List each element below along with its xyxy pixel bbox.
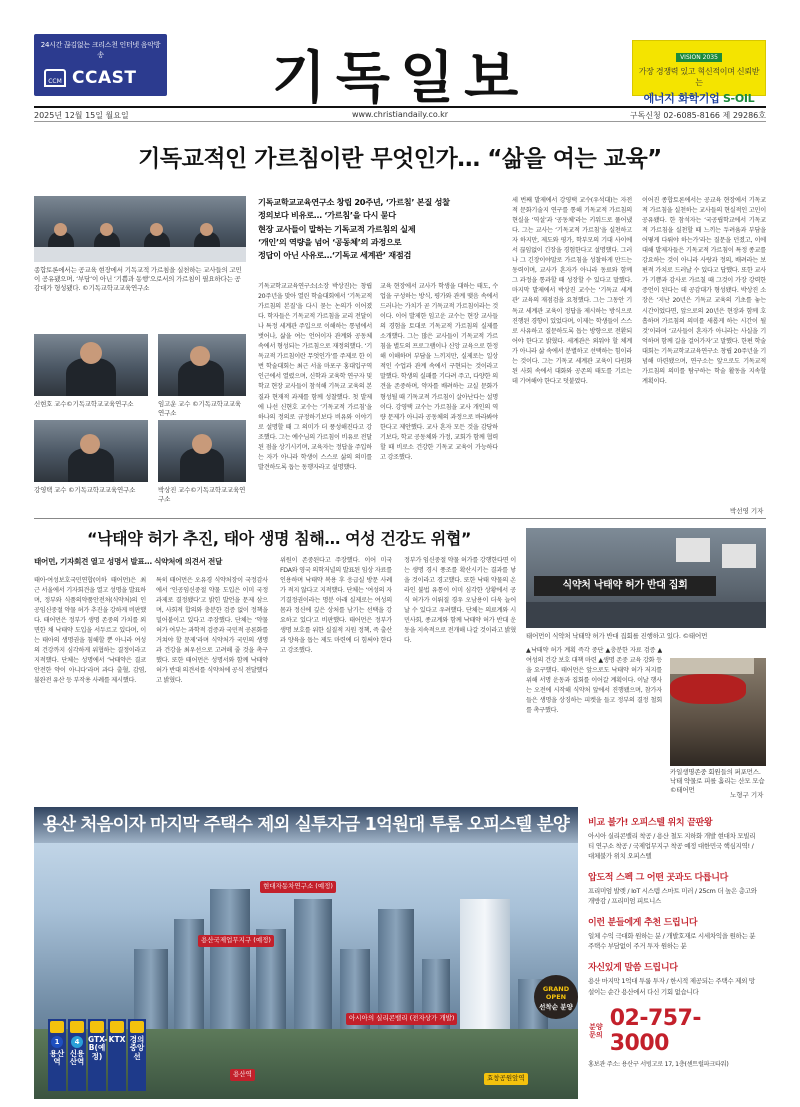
article1-headline[interactable]: 기독교적인 가르침이란 무엇인가… “삶을 여는 교육” bbox=[138, 146, 662, 172]
grand-open-badge bbox=[534, 975, 578, 1019]
lim-caption: 임고운 교수 ©기독교학교교육연구소 bbox=[158, 400, 241, 417]
grand-open-sub: 선착순 분양 bbox=[539, 1002, 573, 1011]
article2-column-3: 위원이 존중된다고 주장했다. 이어 미국 FDA와 영국 의학저널의 발표된 임상 자료를 인용하며 낙태약 복용 후 응급실 방문 사례가 적지 않다고 지적했다. 단체는 ‘여성의 자기결정권이라는 명분 아래 실제로는 여성의 몸과 정신에 깊은 상처를 남기는 선택을 강요하고 있다’고 비판했다. 태어먼은 정부가 생명 보호를 위한 실질적 지원 정책, 즉 출산과 양육을 돕는 제도 마련에 더 힘써야 한다고 강조했다. bbox=[280, 557, 392, 655]
park-caption: 박상진 교수©기독교학교교육연구소 bbox=[158, 486, 246, 503]
section-divider bbox=[34, 518, 766, 519]
article1-main-photo bbox=[34, 196, 246, 262]
officetel-ad[interactable] bbox=[34, 807, 766, 1099]
protest-banner: 식약처 낙태약 허가 반대 집회 bbox=[534, 576, 716, 596]
train-icon bbox=[70, 1021, 84, 1033]
article2-column-2: 특히 태어먼은 오유경 식약처장이 국정감사에서 ‘인공임신중절 약물 도입은 이미 국정과제로 결정됐다’고 밝힌 발언을 문제 삼으며, 사회적 합의와 충분한 검증 없이 정책을 밀어붙이고 있다고 주장했다. 단체는 ‘약물 허가 여부는 과학적 검증과 국민적 공론화를 거쳐야 할 문제’라며 식약처가 국민의 생명과 건강을 최우선으로 고려해 줄 것을 촉구했다. 또한 태어먼은 성명서와 함께 낙태약 허가 반대 의견서를 식약처에 공식 전달했다고 밝혔다. bbox=[156, 577, 268, 685]
shin-caption: 신현호 교수©기독교학교교육연구소 bbox=[34, 400, 134, 408]
newspaper-title: 기독일보 bbox=[271, 46, 529, 111]
soil-logo-text: S-OIL bbox=[722, 92, 755, 105]
showroom-address: 홍보관 주소: 용산구 서빙고로 17, 1층(센트럴파크타워) bbox=[588, 1060, 729, 1068]
grand-open-text: GRAND OPEN bbox=[542, 985, 570, 1001]
tag-hyochang: 효창공원앞역 bbox=[484, 1073, 528, 1085]
phone-label: 분양 문의 bbox=[589, 1022, 603, 1039]
website-url[interactable]: www.christiandaily.co.kr bbox=[351, 110, 449, 119]
kang-photo bbox=[34, 420, 148, 482]
transit-line: KTX bbox=[108, 1019, 126, 1091]
transit-line: 4 신용산역 bbox=[68, 1019, 86, 1091]
panel-heading: 압도적 스펙 그 어떤 곳과도 다릅니다 bbox=[588, 873, 729, 884]
article2-subhead: 태어먼, 기자회견 열고 성명서 발표… 식약처에 의견서 전달 bbox=[34, 557, 223, 566]
performance-caption: 카일생명존중 회원들의 퍼포먼스. 낙태 약물로 피를 흘리는 산모 모습 ©태어먼 bbox=[670, 768, 765, 794]
subscription-info: 구독신청 02-6085-8166 제 29286호 bbox=[629, 111, 766, 120]
transit-line: 1 용산역 bbox=[48, 1019, 66, 1091]
park-photo bbox=[158, 420, 246, 482]
article1-column-2: 교육 현장에서 교사가 학생을 대하는 태도, 수업을 구성하는 방식, 평가와 관계 맺음 속에서 드러나는 가치가 곧 기독교적 가르침이라는 것이다. 이어 발제한 임고운 교수는 현장 교사들의 경험을 토대로 기독교적 가르침의 실제를 소개했다. 그는 많은 교사들이 기독교적 가르침을 별도의 프로그램이나 신앙 교육으로 한정해 이해하며 부담을 느끼지만, 실제로는 일상적인 수업과 관계 속에서 구현되는 것이라고 말했다. 학생의 실패를 기다려 주고, 다양한 의견을 존중하며, 약자를 배려하는 교실 문화가 형성될 때 기독교적 가르침이 살아난다는 설명이다. 강영택 교수는 가르침을 교사 개인의 역량 문제가 아니라 공동체의 과정으로 바라봐야 한다고 제안했다. 교사 혼자 모든 것을 감당하기보다, 학교 공동체와 가정, 교회가 함께 협력할 때 비로소 건강한 기독교 교육이 가능하다고 강조했다. bbox=[380, 283, 498, 461]
lim-photo bbox=[158, 334, 246, 396]
transit-line: GTX-B(예정) bbox=[88, 1019, 106, 1091]
transit-line: 경의중앙선 bbox=[128, 1019, 146, 1091]
panel-heading: 비교 불가! 오피스텔 위치 끝판왕 bbox=[588, 818, 713, 828]
ccast-logo bbox=[40, 68, 161, 88]
issue-date: 2025년 12월 15일 월요일 bbox=[34, 111, 129, 120]
article2-headline[interactable]: “낙태약 허가 추진, 태아 생명 침해… 여성 건강도 위협” bbox=[87, 529, 471, 548]
panel-text: 용산 마지막 1억대 투룸 투자 / 한시적 제공되는 주택수 제외 망설이는 순간 용산에서 다신 기회 없습니다 bbox=[588, 977, 755, 996]
ccast-ad[interactable] bbox=[34, 34, 167, 96]
panel-text: 프리미엄 발렛 / IoT 시스템 스마트 미러 / 25cm 더 높은 층고와 개방감 / 프리미엄 피트니스 bbox=[588, 887, 757, 906]
vision-badge: VISION 2035 bbox=[676, 53, 722, 62]
train-icon bbox=[50, 1021, 64, 1033]
phone-row[interactable] bbox=[588, 1006, 758, 1056]
subhead: ‘개인’의 역량을 넘어 ‘공동체’의 과정으로 bbox=[258, 236, 402, 247]
article1-subheads bbox=[258, 196, 506, 262]
article2-byline: 노형구 기자 bbox=[730, 791, 764, 799]
ad-city-image bbox=[34, 807, 578, 1099]
phone-number[interactable]: 02-757-3000 bbox=[609, 1005, 702, 1056]
train-icon bbox=[130, 1021, 144, 1033]
panel-heading: 이런 분들에게 추천 드립니다 bbox=[588, 918, 698, 929]
article1-column-4: 이어진 종합토론에서는 공교육 현장에서 기독교적 가르침을 실천하는 교사들의 현실적인 고민이 공유됐다. 한 참석자는 ‘국공립학교에서 기독교적 가르침을 실천할 때 느끼는 두려움과 부담을 어떻게 다뤄야 하는가’라는 질문을 던졌고, 이에 대해 발제자들은 기독교적 가르침이 특정 종교를 강요하는 것이 아니라 사랑과 정의, 배려라는 보편적 가치로 드러날 수 있다고 답했다. 또한 교사가 기쁨과 감사로 가르칠 때 그것이 가장 강력한 증언이 된다는 데 공감대가 형성됐다. 박상진 소장은 ‘지난 20년은 기독교 교육의 기초를 놓는 시간이었다면, 앞으로의 20년은 현장과 함께 호흡하며 가르침의 의미를 새롭게 하는 시간이 될 것’이라며 ‘교사들이 혼자가 아니라는 사실을 기억하며 함께 길을 걸어가자’고 말했다. 한편 학술대회는 기독교학교교육연구소 창립 20주년을 기념해 마련됐으며, 연구소는 앞으로도 기독교적 가르침의 의미를 탐구하는 학술 활동을 지속할 계획이다. bbox=[642, 197, 766, 385]
masthead-divider bbox=[34, 121, 766, 122]
soil-ad-line1: 가장 경쟁력 있고 혁신적이며 신뢰받는 bbox=[638, 67, 760, 87]
subhead: 정답이 아닌 사유로…‘기독교 세계관’ 재점검 bbox=[258, 250, 412, 261]
transit-lines bbox=[48, 1019, 146, 1091]
subhead: 정의보다 비유로… ‘가르침’을 다시 묻다 bbox=[258, 210, 396, 221]
article1-main-caption: 종합토론에서는 공교육 현장에서 기독교적 가르침을 실천하는 교사들의 고민이 공유됐으며, ‘부담’이 아닌 ‘기쁨과 동행’으로서의 가르침이 필요하다는 공감대가 형성됐다. ©기독교학교교육연구소 bbox=[34, 266, 242, 292]
panel-text: 일체 수익 극대화 원하는 분 / 개발호재로 시세차익을 원하는 분 주택수 부담없이 주거 투자 원하는 분 bbox=[588, 932, 756, 951]
dateline bbox=[34, 106, 766, 120]
article1-byline: 박선영 기자 bbox=[730, 507, 764, 515]
protest-photo bbox=[526, 528, 766, 628]
panel-heading: 자신있게 말씀 드립니다 bbox=[588, 963, 678, 974]
tag-yongsan-station: 용산역 bbox=[230, 1069, 255, 1081]
tag-silicon-valley: 아시아의 실리콘밸리 (전자상가 개발) bbox=[346, 1013, 457, 1025]
article1-column-3: 세 번째 발제에서 강영택 교수(우석대)는 자전적 문화기술지 연구를 통해 기독교적 가르침의 현실을 ‘역설’과 ‘공동체’라는 키워드로 풀어냈다. 그는 교사는 ‘기독교적 가르침’을 실천하고자 하지만, 제도와 평가, 학부모의 기대 사이에서 끊임없이 긴장을 경험한다고 설명했다. 그러나 그 긴장이야말로 가르침을 성찰하게 만드는 동력이며, 교사가 혼자가 아니라 동료와 함께 그 과정을 통과할 때 성장할 수 있다고 말했다. 마지막 발제에서 박상진 교수는 ‘기독교 세계관’ 교육의 재점검을 요청했다. 그는 그동안 기독교 세계관 교육이 정답을 제시하는 방식으로 진행된 경향이 있었다며, 이제는 학생들이 스스로 사유하고 질문하도록 돕는 방향으로 전환되어야 한다고 밝혔다. 세계관은 외워야 할 체계가 아니라 삶 속에서 분별하고 선택하는 힘이라는 것이다. 그는 기독교 세계관 교육이 다원화된 사회 속에서 대화와 공존의 태도를 기르는 데 기여해야 한다고 덧붙였다. bbox=[512, 197, 632, 385]
tag-hyundai: 현대자동차연구소 (예정) bbox=[260, 881, 336, 893]
ad-headline: 용산 처음이자 마지막 주택수 제외 실투자금 1억원대 투룸 오피스텔 분양 bbox=[34, 807, 578, 843]
article2-column-1: 태아·여성보호국민연합(이하 태어먼)은 최근 서울에서 기자회견을 열고 성명을 발표하며, 정부와 식품의약품안전처(식약처)의 인공임신중절 약물 허가 추진을 강하게 비판했다. 태어먼은 정부가 생명 존중의 가치를 외면한 채 낙태약 도입을 서두르고 있다며, 이는 태아의 생명권을 침해할 뿐 아니라 여성의 건강까지 심각하게 위협하는 결정이라고 지적했다. 단체는 성명에서 ‘낙태약은 결코 안전한 약이 아니다’라며 과다 출혈, 감염, 불완전 유산 등 부작용 사례를 제시했다. bbox=[34, 577, 146, 685]
kang-caption: 강영택 교수 ©기독교학교교육연구소 bbox=[34, 486, 136, 494]
subhead: 현장 교사들이 말하는 기독교적 가르침의 실제 bbox=[258, 223, 416, 234]
train-icon bbox=[90, 1021, 104, 1033]
ccm-logo-icon: CCM bbox=[44, 69, 66, 87]
ccast-tagline: 24시간 끊김없는 크리스천 인터넷 음악방송 bbox=[40, 41, 161, 59]
ad-info-panel bbox=[578, 807, 766, 1099]
soil-ad[interactable] bbox=[632, 40, 766, 105]
soil-ad-slogan: 에너지 화학기업 bbox=[643, 92, 720, 105]
tag-international: 용산국제업무지구 (예정) bbox=[198, 935, 274, 947]
masthead bbox=[0, 0, 800, 111]
soil-ad-line2 bbox=[637, 90, 761, 106]
shin-photo bbox=[34, 334, 148, 396]
panel-text: 아시아 실리콘밸리 착공 / 용산 철도 지하화 개발 현대차 모빌리티 연구소 착공 / 국제업무지구 착공 예정 대한민국 핵심지역! / 대체불가 위치 오피스텔 bbox=[588, 832, 756, 861]
performance-photo bbox=[670, 658, 766, 766]
article1-column-1: 기독교학교교육연구소(소장 박상진)는 창립 20주년을 맞아 열린 학술대회에서 ‘기독교적 가르침의 본질’을 다시 묻는 논의가 이어졌다. 학자들은 기독교적 가르침을 교리 전달이나 특정 세계관 주입으로 이해하는 통념에서 벗어나, 삶을 여는 언어이자 관계와 공동체 속에서 형성되는 가르침으로 재정의했다. ‘기독교적 가르침이란 무엇인가’를 주제로 한 이번 학술대회는 최근 서울 마포구 홍대입구역 인근에서 열렸으며, 신학과 교육학 연구자 및 학교 현장 교사들이 참석해 기독교 교육의 본질과 현재적 과제를 함께 성찰했다. 첫 발제에 나선 신현호 교수는 ‘기독교적 가르침’을 하나의 정의로 규정하기보다 비유와 이야기로 설명할 때 그 의미가 더 풍성해진다고 강조했다. 그는 예수님의 가르침이 비유로 전달된 점을 상기시키며, 교육자는 정답을 주입하는 자가 아니라 학생이 스스로 삶의 의미를 발견하도록 돕는 동행자라고 설명했다. bbox=[258, 283, 372, 471]
article2-column-5: ▲낙태약 허가 계획 즉각 중단 ▲충분한 자료 검증 ▲여성의 건강 보호 대책 마련 ▲생명 존중 교육 강화 등을 요구했다. 태어먼은 앞으로도 낙태약 허가 저지를 위해 서명 운동과 집회를 이어갈 계획이다. 이날 행사는 오전에 시작해 식약처 앞에서 진행됐으며, 참가자들은 생명을 상징하는 피켓을 들고 정부의 결정 철회를 촉구했다. bbox=[526, 647, 662, 715]
subhead: 기독교학교교육연구소 창립 20주년, ‘가르침’ 본질 성찰 bbox=[258, 197, 450, 207]
article2-column-4: 정부가 임신중절 약물 허가를 강행한다면 이는 생명 경시 풍조를 확산시키는 결과를 낳을 것이라고 경고했다. 또한 낙태 약물의 온라인 불법 유통이 이미 심각한 상황에서 공식 허가가 이뤄질 경우 오남용이 더욱 늘어날 수 있다고 우려했다. 단체는 의료계와 시민사회, 종교계와 함께 낙태약 허가 반대 운동을 지속적으로 전개해 나갈 것이라고 밝혔다. bbox=[404, 557, 516, 645]
train-icon bbox=[110, 1021, 124, 1033]
protest-caption: 태어먼이 식약처 낙태약 허가 반대 집회를 진행하고 있다. ©태어먼 bbox=[526, 632, 708, 640]
ccast-logo-text: CCAST bbox=[72, 68, 137, 88]
